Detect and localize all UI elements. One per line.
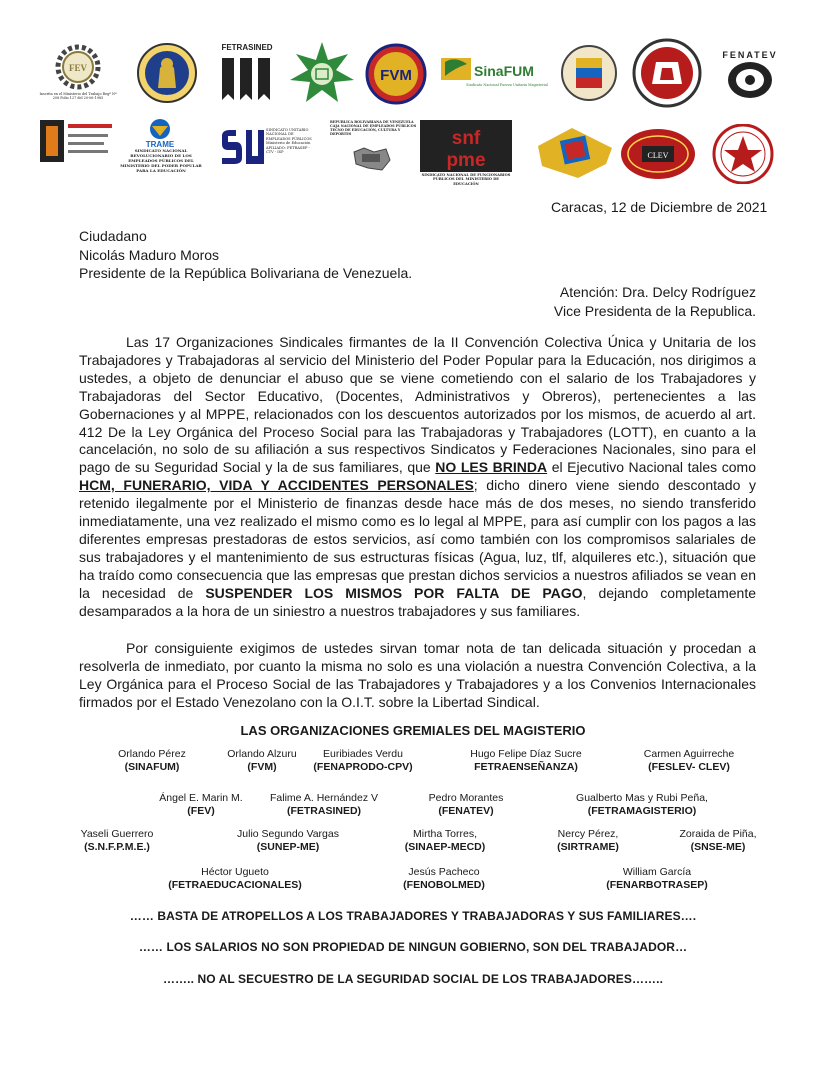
sinaep-logo xyxy=(632,38,702,108)
suspension-emphasis: SUSPENDER LOS MISMOS POR FALTA DE PAGO xyxy=(205,584,583,601)
slogan-salarios: …… LOS SALARIOS NO SON PROPIEDAD DE NINGUN GOBIERNO, SON DEL TRABAJADOR… xyxy=(138,940,688,954)
signatory-name: Zoraida de Piña, xyxy=(679,828,757,840)
signatory-angel-marin xyxy=(156,792,246,817)
orange-building-logo xyxy=(40,120,114,162)
signatory-name: Falime A. Hernández V xyxy=(270,792,378,804)
signatory-william-garcia xyxy=(590,866,724,891)
signatory-name: Orlando Pérez xyxy=(118,748,186,760)
snse-me-logo xyxy=(710,124,776,184)
recipient-block xyxy=(79,227,412,283)
signatory-org: (SNSE-ME) xyxy=(690,840,746,853)
signatory-hugo-diaz xyxy=(460,748,592,773)
sirtrame-logo xyxy=(140,118,180,148)
signatory-org: (FVM) xyxy=(247,760,277,773)
recipient-title: Ciudadano xyxy=(79,228,147,244)
feslev-logo xyxy=(620,128,696,180)
signatory-carmen-aguirreche xyxy=(634,748,744,773)
fenobolmed-logo-caption: REPÚBLICA BOLIVARIANA DE VENEZUELA CAJA NACIONAL DE EMPLEADOS PÚBLICOS TECNO DE EDUCACIÓN, CULTURA Y DEPORTES xyxy=(330,120,417,136)
signatory-name: Mirtha Torres, xyxy=(413,828,477,840)
attention-block xyxy=(554,283,756,320)
attention-position: Vice Presidenta de la Republica. xyxy=(553,302,756,319)
signatory-org: (FESLEV- CLEV) xyxy=(648,760,730,773)
signatory-nercy-perez xyxy=(548,828,628,853)
signatory-pedro-morantes xyxy=(416,792,516,817)
fvm-logo xyxy=(364,42,428,106)
signatory-org: (FENAPRODO-CPV) xyxy=(313,760,413,773)
paragraph-denuncia xyxy=(79,334,756,621)
snfpme-logo-caption: SINDICATO NACIONAL DE FUNCIONARIOS PÚBLICOS DEL MINISTERIO DE EDUCACIÓN xyxy=(421,173,511,186)
signatory-org: (FENARBOTRASEP) xyxy=(606,878,708,891)
signatory-mirtha-torres xyxy=(400,828,490,853)
signatory-name: Orlando Alzuru xyxy=(227,748,297,760)
sirtrame-logo-text: TRAME xyxy=(145,140,175,148)
signatory-julio-vargas xyxy=(228,828,348,853)
paragraph-1-e: ; dicho dinero viene siendo descontado y retenido ilegalmente por el Ministerio de finanzas desde hace más de dos meses, no siendo transferido inmediatamente, una vez realizado el mismo como es lo legal al MPPE, para así cumplir con los pagos a las diferentes empresas prestadoras de estos servicios, así como también con los compromisos salariales de sus trabajadores y el mantenimiento de sus estructuras físicas (Agua, luz, tlf, alquileres etc.), situación que ha traído como consecuencia que las empresas que prestan dichos servicios a nuestros afiliados se vean en la necesidad de xyxy=(79,477,756,601)
signatory-org: (FENATEV) xyxy=(438,804,494,817)
fenatev-emblem-logo xyxy=(288,40,356,108)
signatory-name: Carmen Aguirreche xyxy=(643,748,735,760)
paragraph-1-c: el Ejecutivo Nacional tales como xyxy=(547,459,757,476)
signatory-zoraida-pina xyxy=(668,828,768,853)
signatory-hector-ugueto xyxy=(160,866,310,891)
fvm-logo-text: FVM xyxy=(380,67,412,84)
signatory-name: Yaseli Guerrero xyxy=(80,828,154,840)
signatory-name: Gualberto Mas y Rubi Peña, xyxy=(576,792,708,804)
slogan-seguridad-social: …….. NO AL SECUESTRO DE LA SEGURIDAD SOCIAL DE LOS TRABAJADORES…….. xyxy=(162,972,664,986)
slogan-basta-atropellos: …… BASTA DE ATROPELLOS A LOS TRABAJADORES Y TRABAJADORAS Y SUS FAMILIARES…. xyxy=(129,909,697,923)
signatory-org: (SINAEP-MECD) xyxy=(404,840,486,853)
fenatev-circle-logo xyxy=(710,42,790,106)
sirtrame-logo-caption: SINDICATO NACIONAL REVOLUCIONARIO DE LOS EMPLEADOS PÚBLICOS DEL MINISTERIO DEL PODER POPULAR PARA LA EDUCACIÓN xyxy=(120,148,202,173)
signatory-name: Jesús Pacheco xyxy=(408,866,480,878)
no-les-brinda-emphasis: NO LES BRINDA xyxy=(435,459,548,476)
signatures-title: LAS ORGANIZACIONES GREMIALES DEL MAGISTERIO xyxy=(240,723,586,738)
fenobolmed-logo xyxy=(352,146,392,172)
signatory-orlando-alzuru xyxy=(212,748,312,773)
signatory-org: (FETRAEDUCACIONALES) xyxy=(168,878,302,891)
fetrasined-logo-title: FETRASINED xyxy=(221,43,273,52)
signatory-org: (FEV) xyxy=(187,804,215,817)
signatory-euribiades-verdu xyxy=(304,748,422,773)
fetrasined-logo xyxy=(218,54,274,104)
signatory-org: FETRAENSEÑANZA) xyxy=(474,760,578,773)
paragraph-1-a: Las 17 Organizaciones Sindicales firmantes de la II Convención Colectiva Única y Unitaria de los Trabajadores y Trabajadoras al servicio del Ministerio del Poder Popular para la Educación, nos dirigimos a ustedes, a objeto de denunciar el abuso que se viene cometiendo con el salario de los Trabajadores y Trabajadoras del Sector Educativo, (Docentes, Administrativos y Obreros), pertenecientes a las Gobernaciones y al MPPE, relacionados con los descuentos autorizados por los mismos, de acuerdo al art. 412 De la Ley Orgánica del Proceso Social para las Trabajadoras y Trabajadores (LOTT), en cuanto a la cancelación, no solo de su afiliación a sus respectivos Sindicatos y Federaciones Nacionales, sino para el pago de su Seguridad Social y la de sus familiares, que xyxy=(79,334,756,476)
signatory-org: (S.N.F.P.M.E.) xyxy=(84,840,150,853)
signatory-org: (FENOBOLMED) xyxy=(403,878,485,891)
signatory-org: (SUNEP-ME) xyxy=(256,840,320,853)
paragraph-1-g: , dejando completamente desamparados a la hora de un siniestro a nuestros trabajadores y sus familiares. xyxy=(79,584,756,619)
signatory-yaseli-guerrero xyxy=(72,828,162,853)
sunep-me-logo xyxy=(218,128,264,166)
sinafum-logo-text: SinaFUM xyxy=(474,63,534,79)
signatory-name: Hugo Felipe Díaz Sucre xyxy=(470,748,582,760)
signatory-orlando-perez xyxy=(100,748,204,773)
signatory-name: Héctor Ugueto xyxy=(201,866,269,878)
sinafum-logo-caption: Sindicato Nacional Fuerza Unitaria Magisterial xyxy=(466,83,548,87)
fetramagisterio-logo xyxy=(560,44,618,102)
recipient-position: Presidente de la República Bolivariana de Venezuela. xyxy=(79,265,413,281)
signatory-org: (FETRASINED) xyxy=(286,804,362,817)
signatory-name: William García xyxy=(622,866,692,878)
signatory-name: Euribiades Verdu xyxy=(323,748,403,760)
svg-text:snf: snf xyxy=(451,128,481,149)
signatory-org: (SIRTRAME) xyxy=(557,840,619,853)
signatory-name: Julio Segundo Vargas xyxy=(237,828,339,840)
fev-logo-text: FEV xyxy=(69,63,87,73)
signatory-org: (SINAFUM) xyxy=(124,760,180,773)
signatory-falime-hernandez xyxy=(262,792,386,817)
signatory-name: Nercy Pérez, xyxy=(557,828,619,840)
signatory-name: Ángel E. Marin M. xyxy=(159,792,243,804)
fev-gear-logo xyxy=(55,44,101,90)
paragraph-exigencia: Por consiguiente exigimos de ustedes sirvan tomar nota de tan delicada situación y procedan a resolverla de inmediato, por cuanto la misma no solo es una violación a nuestra Convención Colectiva, a la Ley Orgánica para el Proceso Social de las Trabajadores y Trabajadores y a los Convenios Internacionales firmados por el Estado Venezolano con la O.I.T. sobre la Libertad Sindical. xyxy=(79,640,756,710)
recipient-name: Nicolás Maduro Moros xyxy=(79,246,220,263)
coverage-list-emphasis: HCM, FUNERARIO, VIDA Y ACCIDENTES PERSONALES xyxy=(79,477,474,494)
sunep-bust-logo xyxy=(136,42,198,104)
signatory-jesus-pacheco xyxy=(394,866,494,891)
fenarbotrasep-logo xyxy=(536,126,614,180)
svg-text:CLEV: CLEV xyxy=(647,151,669,160)
signatory-gualberto-mas xyxy=(560,792,724,817)
attention-line: Atención: Dra. Delcy Rodríguez xyxy=(559,284,756,300)
signatory-org: (FETRAMAGISTERIO) xyxy=(587,804,697,817)
sunep-me-logo-caption: SINDICATO UNITARIO NACIONAL DE EMPLEADOS PÚBLICOS Ministerio de Educación AFILIADO: FETRASEP - CTV - ISP xyxy=(266,128,312,155)
fenatev-logo-text: FENATEV xyxy=(722,50,778,60)
signatory-name: Pedro Morantes xyxy=(428,792,504,804)
letter-date: Caracas, 12 de Diciembre de 2021 xyxy=(551,199,768,215)
svg-text:pme: pme xyxy=(446,150,486,171)
fev-logo-caption: Inscrita en el Ministerio del Trabajo Regº Nº 208 Folio 127 del 20-06-1985 xyxy=(39,92,117,100)
